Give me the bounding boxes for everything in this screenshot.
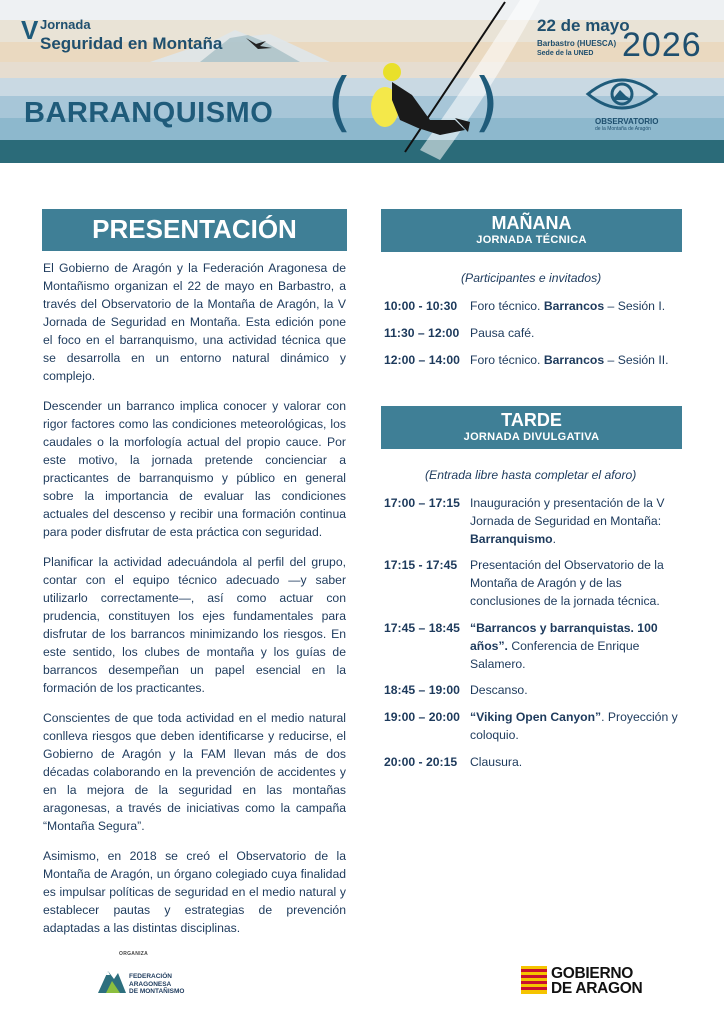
morning-title: MAÑANA [491,213,572,233]
afternoon-title: TARDE [501,410,562,430]
paragraph: El Gobierno de Aragón y la Federación Aragonesa de Montañismo organizan el 22 de mayo en Barbastro, a través del Observatorio de la Montaña de Aragón, la V Jornada de Seguridad en Montaña. Esta edición pone el foco en el barranquismo, una actividad técnica que se desarrolla en un entorno natural dinámico y complejo. [43,261,346,383]
schedule-desc: Pausa café. [470,326,535,340]
event-label: Jornada [40,17,91,32]
paren-close: ) [474,66,499,140]
observatory-logo-name: OBSERVATORIO [595,117,659,126]
schedule-desc: Presentación del Observatorio de la Montaña de Aragón y de las conclusiones de la jornada técnica. [470,558,664,608]
event-year: 2026 [622,26,702,64]
paragraph: Descender un barranco implica conocer y valorar con rigor factores como las condiciones meteorológicas, los caudales o la morfología actual del propio cauce. Por este motivo, la jornada pretende concienciar a practicantes de barranquismo y público en general sobre la importancia de evaluar las condiciones actuales del descenso y recibir una formación continua para poder disfrutar de esta práctica con seguridad. [43,399,346,539]
schedule-time: 20:00 - 20:15 [384,755,458,769]
morning-subtitle: JORNADA TÉCNICA [476,234,587,246]
event-venue: Sede de la UNED [537,50,594,57]
edition-numeral: V [21,15,39,45]
schedule-time: 17:45 – 18:45 [384,621,460,635]
paragraph: Planificar la actividad adecuándola al perfil del grupo, contar con el equipo técnico adecuado —y saber utilizarlo correctamente—, así como actuar con prudencia, constituyen los ejes fundamentales para disfrutar de los barrancos minimizando los riesgos. En este sentido, los clubes de montaña y los guías de barrancos desempeñan un papel esencial en la formación de los practicantes. [43,555,346,695]
schedule-time: 18:45 – 19:00 [384,683,460,697]
observatory-logo-sub: de la Montaña de Aragón [595,126,651,132]
schedule-time: 17:00 – 17:15 [384,496,460,510]
gobierno-logo-text: GOBIERNO DE ARAGON [551,965,643,997]
aragon-flag-icon [521,966,547,994]
schedule-time: 10:00 - 10:30 [384,299,458,313]
schedule-desc: “Barrancos y barranquistas. 100 años”. Conferencia de Enrique Salamero. [470,621,658,671]
schedule-time: 17:15 - 17:45 [384,558,458,572]
organiza-label: ORGANIZA [119,951,149,957]
discipline-title: BARRANQUISMO [24,97,274,129]
event-title: Seguridad en Montaña [40,34,223,53]
schedule-time: 19:00 – 20:00 [384,710,460,724]
morning-note: (Participantes e invitados) [461,271,602,285]
presentation-header [42,209,347,251]
morning-header [381,209,682,252]
event-date: 22 de mayo [537,16,630,35]
paragraph: Conscientes de que toda actividad en el medio natural conlleva riesgos que deben identificarse y reducirse, el Gobierno de Aragón y la FAM llevan más de dos décadas colaborando en la prevención de accidentes y en la mejora de la seguridad en las montañas aragonesas, a través de iniciativas como la campaña “Montaña Segura”. [43,711,346,833]
afternoon-note: (Entrada libre hasta completar el aforo) [425,468,637,482]
afternoon-subtitle: JORNADA DIVULGATIVA [463,431,600,443]
fam-logo-text: FEDERACIÓN ARAGONESA DE MONTAÑISMO [129,973,185,995]
schedule-desc: Foro técnico. Barrancos – Sesión II. [470,353,669,367]
paragraph: Asimismo, en 2018 se creó el Observatorio de la Montaña de Aragón, un órgano colegiado cuya finalidad es impulsar políticas de seguridad en el medio natural y establecer pautas y estrategias de prevención adaptadas a las distintas disciplinas. [43,849,346,935]
fam-logo-icon [96,965,128,995]
schedule-desc: Clausura. [470,755,523,769]
schedule-desc: “Viking Open Canyon”. Proyección y coloquio. [470,710,678,742]
event-place: Barbastro (HUESCA) [537,39,617,48]
afternoon-header [381,406,682,449]
presentation-body [43,259,346,949]
schedule-time: 11:30 – 12:00 [384,326,460,340]
schedule-time: 12:00 – 14:00 [384,353,460,367]
header-banner [0,0,724,163]
presentation-title: PRESENTACIÓN [92,214,297,244]
schedule-desc: Descanso. [470,683,528,697]
schedule-desc: Inauguración y presentación de la V Jornada de Seguridad en Montaña: Barranquismo. [470,496,665,546]
schedule-desc: Foro técnico. Barrancos – Sesión I. [470,299,666,313]
paren-open: ( [327,66,352,140]
